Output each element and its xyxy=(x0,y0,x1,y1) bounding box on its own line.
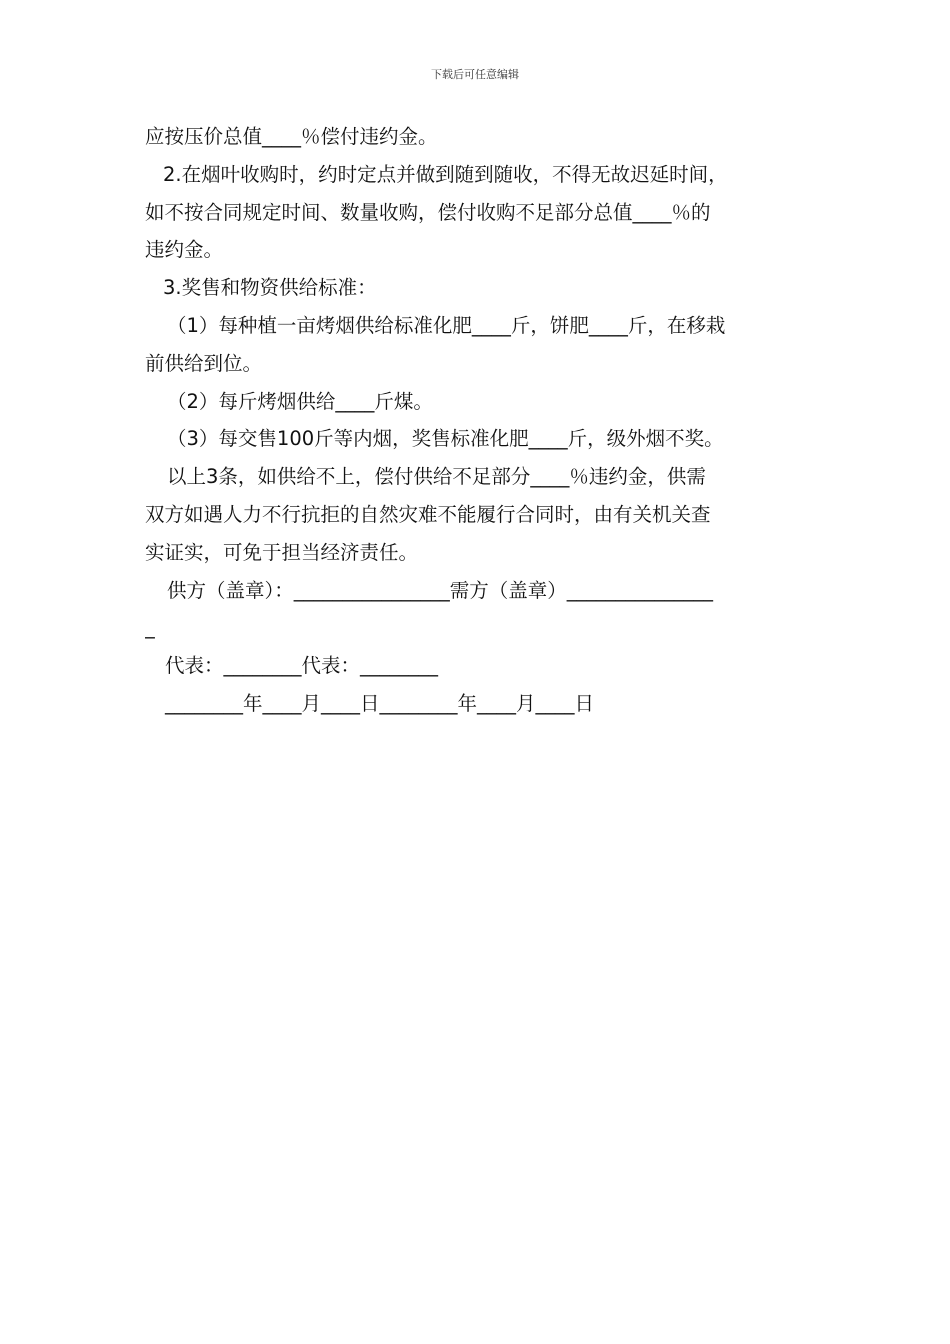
date-line: ________年____月____日________年____月____日 xyxy=(165,691,594,715)
document-body xyxy=(145,118,807,723)
text-line: 违约金。 xyxy=(145,238,224,262)
text-line: 双方如遇人力不行抗拒的自然灾难不能履行合同时，由有关机关查 xyxy=(145,502,711,526)
text-line: 前供给到位。 xyxy=(145,351,263,375)
page-header: 下载后可任意编辑 xyxy=(431,68,519,81)
signature-parties-line: 供方（盖章）：________________需方（盖章）_______________ xyxy=(167,578,714,602)
signature-overflow-line: _ xyxy=(145,616,155,640)
text-line: 实证实，可免于担当经济责任。 xyxy=(145,540,419,564)
representatives-line: 代表：________代表：________ xyxy=(165,654,439,678)
text-line: 应按压价总值____％偿付违约金。 xyxy=(145,125,438,148)
clause-3-heading: 3.奖售和物资供给标准： xyxy=(163,276,377,300)
summary-line: 以上3条，如供给不上，偿付供给不足部分____％违约金，供需 xyxy=(167,465,706,489)
item-1-line: （1）每种植一亩烤烟供给标准化肥____斤，饼肥____斤，在移栽 xyxy=(167,313,726,337)
clause-2-line: 2.在烟叶收购时，约时定点并做到随到随收，不得无故迟延时间， xyxy=(163,162,728,186)
text-line: 如不按合同规定时间、数量收购，偿付收购不足部分总值____％的 xyxy=(145,200,711,224)
item-2-line: （2）每斤烤烟供给____斤煤。 xyxy=(167,389,433,413)
item-3-line: （3）每交售100斤等内烟，奖售标准化肥____斤，级外烟不奖。 xyxy=(167,427,724,451)
